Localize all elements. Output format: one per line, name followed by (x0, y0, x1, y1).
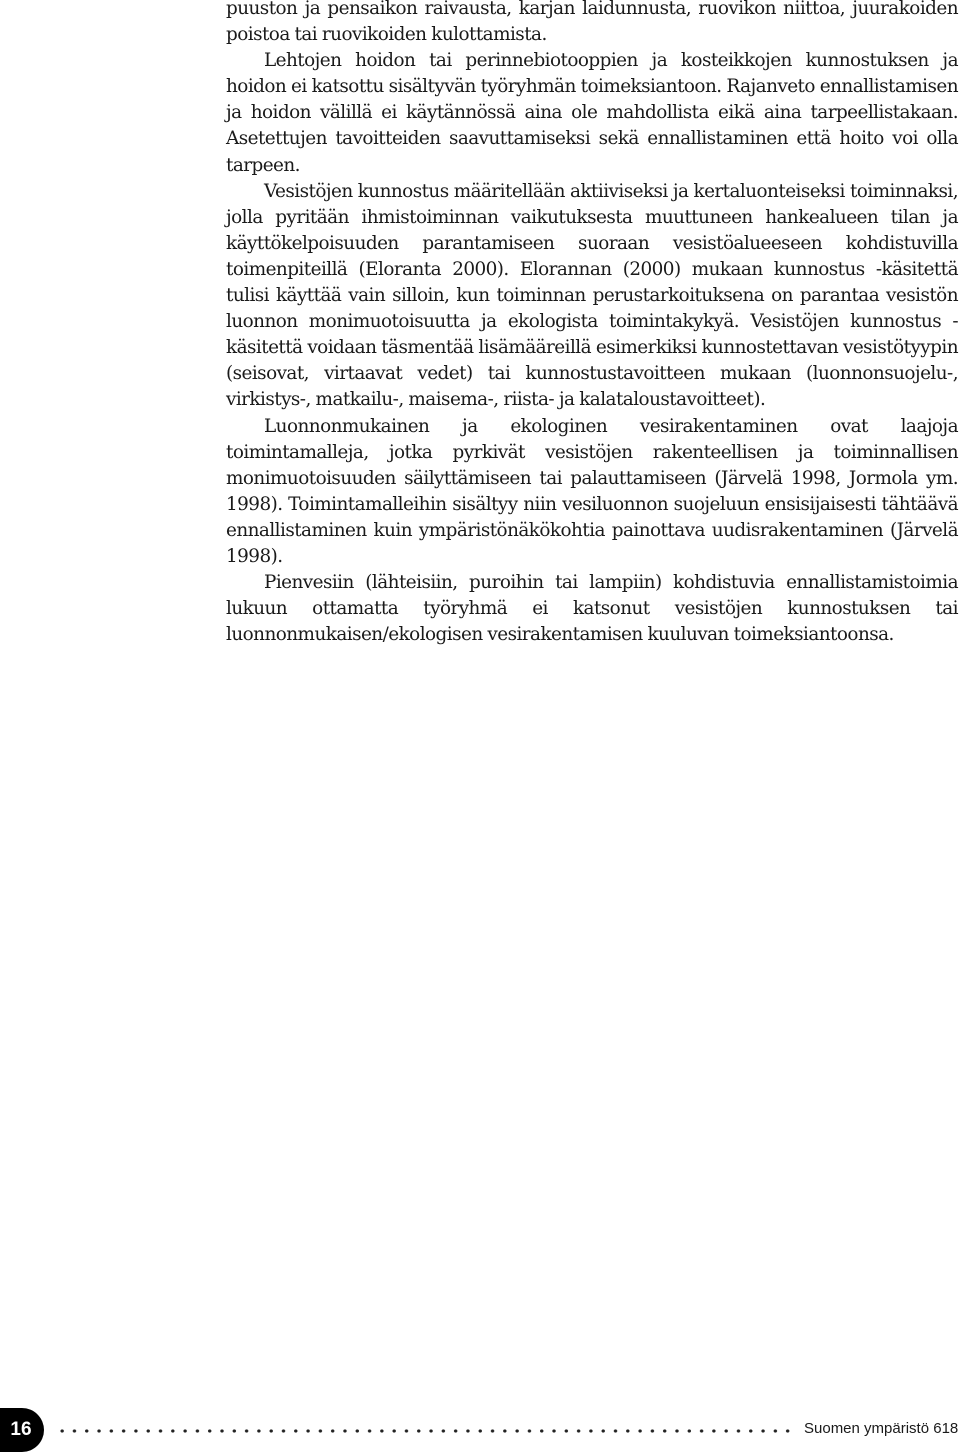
paragraph-continued: puuston ja pensaikon raivausta, karjan laidunnusta, ruovikon niittoa, juurakoiden poistoa tai ruovikoiden kulottamista. (226, 0, 958, 46)
publication-title: Suomen ympäristö 618 (804, 1420, 959, 1437)
page-number: 16 (0, 1408, 44, 1452)
paragraph: Luonnonmukainen ja ekologinen vesirakentaminen ovat laajoja toimintamalleja, jotka pyrkivät vesistöjen rakenteellisen ja toiminnallisen monimuotoisuuden säilyttämiseen tai palauttamiseen (Järvelä 1998, Jormola ym. 1998). Toimintamalleihin sisältyy niin vesiluonnon suojeluun ensisijaisesti tähtäävä ennallistaminen kuin ympäristönäkökohtia painottava uudisrakentaminen (Järvelä 1998). (226, 415, 958, 567)
dot-leader (56, 1429, 794, 1433)
page-footer (0, 1406, 960, 1456)
paragraph: Vesistöjen kunnostus määritellään aktiiviseksi ja kertaluonteiseksi toiminnaksi, jolla pyritään ihmistoiminnan vaikutuksesta muuttuneen hankealueen tilan ja käyttökelpoisuuden parantamiseen suoraan vesistöalueeseen kohdistuvilla toimenpiteillä (Eloranta 2000). Elorannan (2000) mukaan kunnostus -käsitettä tulisi käyttää vain silloin, kun toiminnan perustarkoituksena on parantaa vesistön luonnon monimuotoisuutta ja ekologista toimintakykyä. Vesistöjen kunnostus -käsitettä voidaan täsmentää lisämääreillä esimerkiksi kunnostettavan vesistötyypin (seisovat, virtaavat vedet) tai kunnostustavoitteen mukaan (luonnonsuojelu-, virkistys-, matkailu-, maisema-, riista- ja kalataloustavoitteet). (226, 180, 958, 411)
body-text (226, 0, 958, 648)
paragraph: Lehtojen hoidon tai perinnebiotooppien ja kosteikkojen kunnostuksen ja hoidon ei katsottu sisältyvän työryhmän toimeksiantoon. Rajanveto ennallistamisen ja hoidon välillä ei käytännössä aina ole mahdollista eikä aina tarpeellistakaan. Asetettujen tavoitteiden saavuttamiseksi sekä ennallistaminen että hoito voi olla tarpeen. (226, 50, 958, 176)
paragraph: Pienvesiin (lähteisiin, puroihin tai lampiin) kohdistuvia ennallistamistoimia lukuun ottamatta työryhmä ei katsonut vesistöjen kunnostuksen tai luonnonmukaisen/ekologisen vesirakentamisen kuuluvan toimeksiantoonsa. (226, 572, 958, 646)
